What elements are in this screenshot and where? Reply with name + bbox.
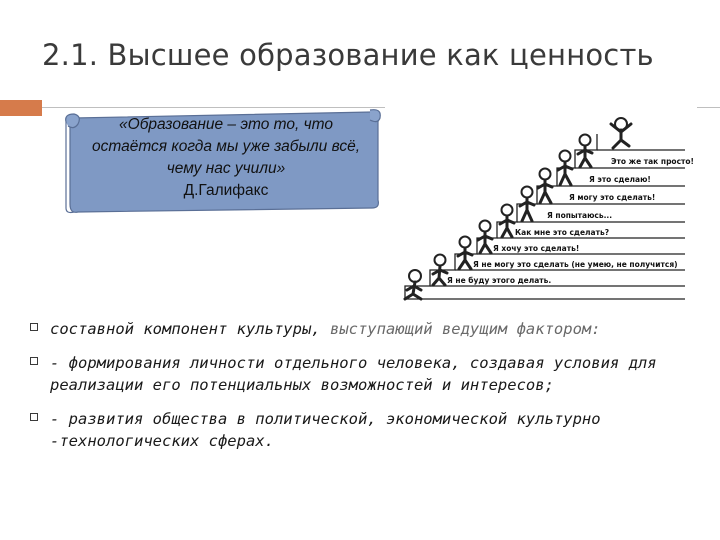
checkbox-bullet-icon xyxy=(30,323,38,331)
step-label: Я это сделаю! xyxy=(589,175,651,184)
quote-scroll xyxy=(64,108,382,214)
step-label: Я могу это сделать! xyxy=(569,193,656,202)
step-label: Как мне это сделать? xyxy=(515,228,610,237)
bullet-rest: выступающий ведущим фактором: xyxy=(320,320,601,338)
step-label: Я попытаюсь... xyxy=(547,211,613,220)
checkbox-bullet-icon xyxy=(30,357,38,365)
quote-author: Д.Галифакс xyxy=(183,182,269,199)
list-item xyxy=(30,408,710,452)
list-item xyxy=(30,352,710,396)
stairs-illustration xyxy=(385,104,697,304)
quote-text xyxy=(80,114,372,202)
bullet-text xyxy=(50,318,710,340)
stairs-drawing xyxy=(385,104,697,304)
bullet-text: - формирования личности отдельного человека, создавая условия для реализации его потенциальных возможностей и интересов; xyxy=(50,354,657,394)
step-label: Я не могу это сделать (не умею, не получится) xyxy=(473,260,678,269)
step-label: Это же так просто! xyxy=(611,157,694,166)
bullet-lead: составной компонент культуры, xyxy=(50,320,321,338)
bullet-list xyxy=(30,318,710,464)
bullet-text: - развития общества в политической, экономической культурно -технологических сферах. xyxy=(50,410,601,450)
list-item xyxy=(30,318,710,340)
accent-bar xyxy=(0,100,42,116)
checkbox-bullet-icon xyxy=(30,413,38,421)
slide-title: 2.1. Высшее образование как ценность xyxy=(42,38,654,72)
step-label: Я хочу это сделать! xyxy=(493,244,580,253)
quote-body: «Образование – это то, что остаётся когда мы уже забыли всё, чему нас учили» xyxy=(91,116,361,177)
step-label: Я не буду этого делать. xyxy=(447,276,552,285)
